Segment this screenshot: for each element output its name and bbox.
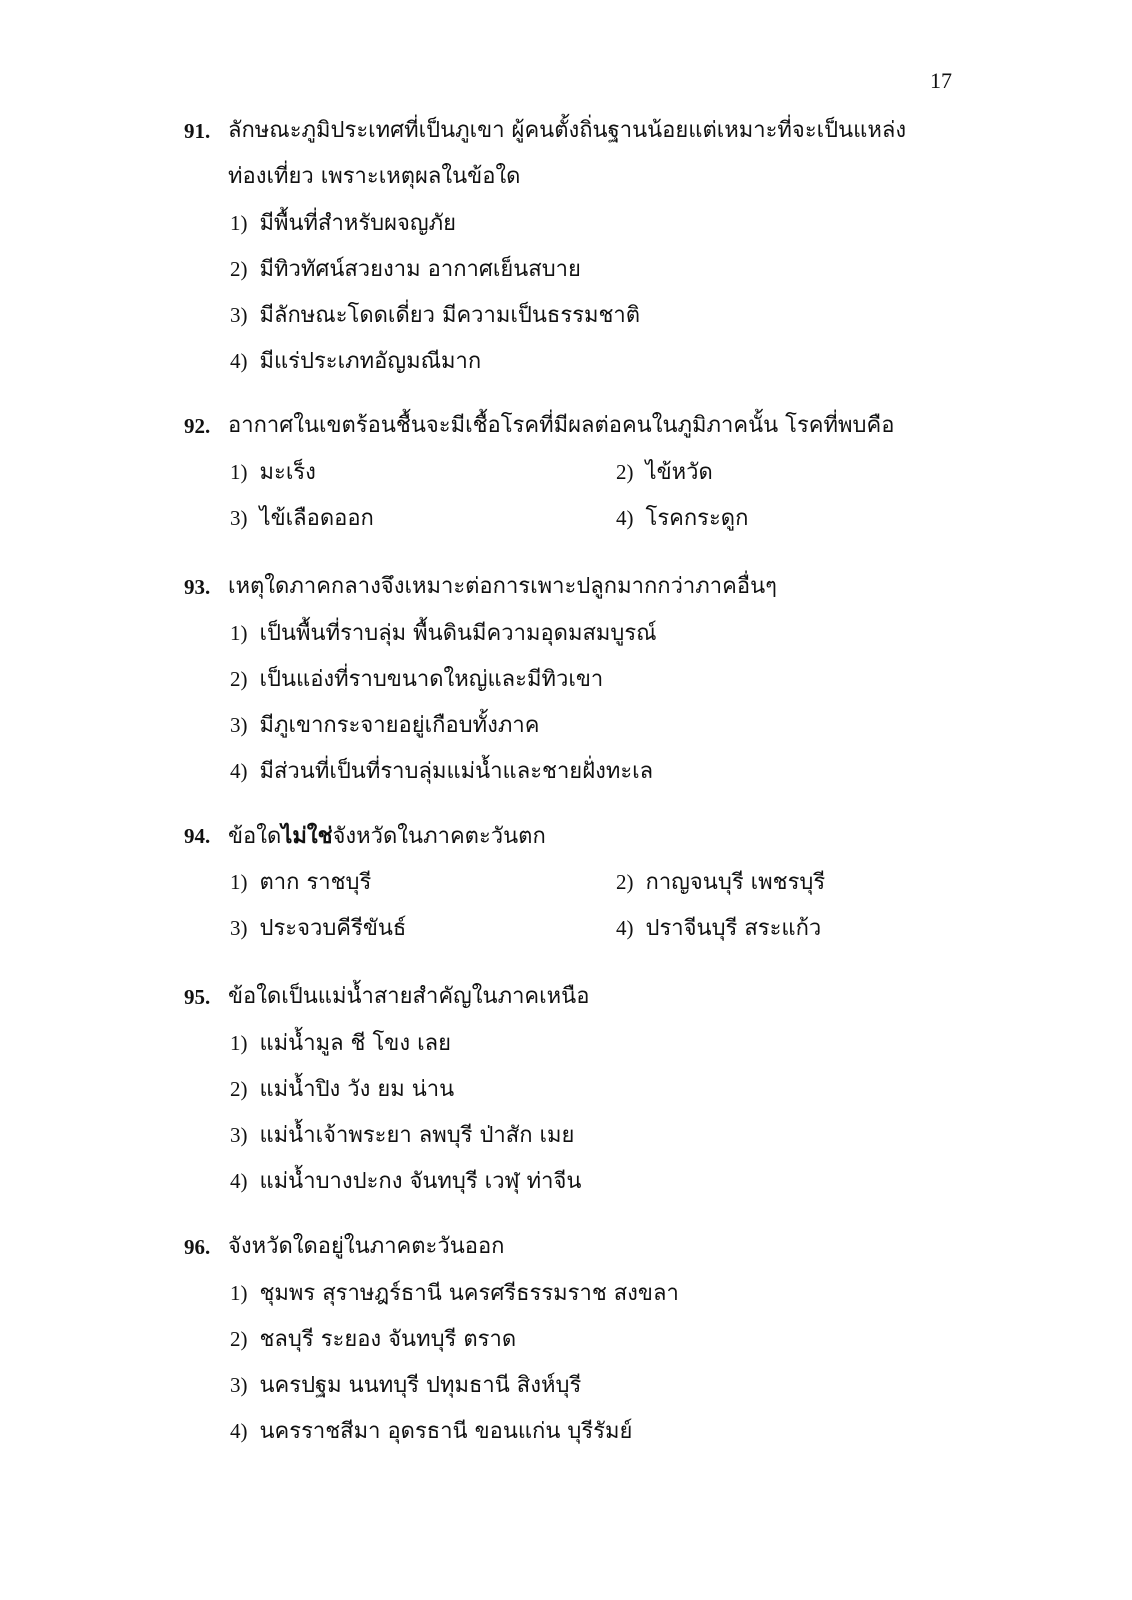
question-stem-row [184,403,944,449]
answer-option [184,1362,944,1408]
question-92 [184,403,944,541]
answer-option [184,1408,944,1454]
option-text: ไข้หวัด [645,460,713,485]
option-text: มีแร่ประเภทอัญมณีมาก [259,349,482,374]
answer-option [184,1270,944,1316]
option-text: ชุมพร สุราษฎร์ธานี นครศรีธรรมราช สงขลา [259,1281,679,1306]
option-number: 4) [616,916,634,940]
answer-option [184,1066,944,1112]
option-number: 1) [230,1281,248,1305]
option-text: มะเร็ง [259,460,316,485]
option-number: 1) [230,1031,248,1055]
answer-option [184,246,944,292]
option-number: 2) [616,460,634,484]
question-stem: ข้อใดเป็นแม่น้ำสายสำคัญในภาคเหนือ [228,984,590,1009]
option-text: ตาก ราชบุรี [259,870,372,895]
option-text: แม่น้ำเจ้าพระยา ลพบุรี ป่าสัก เมย [259,1123,575,1148]
question-stem: จังหวัดใดอยู่ในภาคตะวันออก [228,1234,505,1259]
question-96 [184,1224,944,1454]
question-91 [184,108,944,384]
answer-option [184,1158,944,1204]
option-text: แม่น้ำบางปะกง จันทบุรี เวฬุ ท่าจีน [259,1169,582,1194]
question-stem: ข้อใดไม่ใช่จังหวัดในภาคตะวันตก [228,823,546,849]
option-text: มีภูเขากระจายอยู่เกือบทั้งภาค [259,713,540,738]
question-number: 92. [184,414,211,438]
answer-option [184,1020,944,1066]
question-stem: ลักษณะภูมิประเทศที่เป็นภูเขา ผู้คนตั้งถิ่นฐานน้อยแต่เหมาะที่จะเป็นแหล่ง [228,118,907,143]
answer-option [184,748,944,794]
question-stem: เหตุใดภาคกลางจึงเหมาะต่อการเพาะปลูกมากกว่าภาคอื่นๆ [228,574,777,599]
option-number: 4) [616,506,634,530]
option-number: 3) [230,1373,248,1397]
question-number: 91. [184,119,211,143]
option-number: 4) [230,759,248,783]
option-number: 3) [230,303,248,327]
option-text: มีทิวทัศน์สวยงาม อากาศเย็นสบาย [259,257,581,282]
question-stem-continued: ท่องเที่ยว เพราะเหตุผลในข้อใด [228,164,521,189]
emphasis-not: ไม่ใช่ [281,823,333,849]
option-number: 2) [230,257,248,281]
question-stem-row [184,1224,944,1270]
answer-option-row [184,859,944,905]
option-text: มีส่วนที่เป็นที่ราบลุ่มแม่น้ำและชายฝั่งทะเล [259,759,654,784]
page-number: 17 [930,68,952,93]
option-number: 2) [230,667,248,691]
answer-option-row [184,905,944,951]
answer-option-row [184,495,944,541]
option-number: 4) [230,1419,248,1443]
option-number: 3) [230,713,248,737]
answer-option [184,338,944,384]
option-number: 4) [230,349,248,373]
option-number: 2) [230,1077,248,1101]
answer-option [184,292,944,338]
answer-option [184,1316,944,1362]
option-number: 3) [230,1123,248,1147]
question-stem-row [184,813,944,859]
question-stem: อากาศในเขตร้อนชื้นจะมีเชื้อโรคที่มีผลต่อคนในภูมิภาคนั้น โรคที่พบคือ [228,413,895,438]
option-text: นครปฐม นนทบุรี ปทุมธานี สิงห์บุรี [259,1373,582,1398]
question-stem-row [184,154,944,200]
question-stem-row [184,108,944,154]
option-text: นครราชสีมา อุดรธานี ขอนแก่น บุรีรัมย์ [259,1419,633,1444]
option-number: 1) [230,211,248,235]
option-text: แม่น้ำมูล ชี โขง เลย [259,1031,451,1056]
option-number: 1) [230,621,248,645]
option-number: 2) [616,870,634,894]
answer-option [184,200,944,246]
option-number: 4) [230,1169,248,1193]
option-text: มีลักษณะโดดเดี่ยว มีความเป็นธรรมชาติ [259,303,641,328]
answer-option-row [184,449,944,495]
option-text: กาญจนบุรี เพชรบุรี [645,870,826,895]
answer-option [184,702,944,748]
question-93 [184,564,944,794]
option-text: ปราจีนบุรี สระแก้ว [645,916,822,941]
question-number: 93. [184,575,211,599]
question-number: 95. [184,985,211,1009]
option-text: เป็นพื้นที่ราบลุ่ม พื้นดินมีความอุดมสมบูรณ์ [259,621,657,646]
answer-option [184,610,944,656]
option-text: ประจวบคีรีขันธ์ [259,916,407,941]
question-94 [184,813,944,951]
question-number: 96. [184,1235,211,1259]
option-number: 2) [230,1327,248,1351]
option-text: โรคกระดูก [645,506,749,531]
question-95 [184,974,944,1204]
option-text: เป็นแอ่งที่ราบขนาดใหญ่และมีทิวเขา [259,667,604,692]
option-number: 1) [230,870,248,894]
question-number: 94. [184,824,211,848]
option-text: ชลบุรี ระยอง จันทบุรี ตราด [259,1327,517,1352]
option-text: มีพื้นที่สำหรับผจญภัย [259,211,457,236]
question-stem-row [184,974,944,1020]
option-number: 3) [230,506,248,530]
answer-option [184,1112,944,1158]
option-number: 3) [230,916,248,940]
answer-option [184,656,944,702]
option-text: ไข้เลือดออก [259,506,374,531]
option-text: แม่น้ำปิง วัง ยม น่าน [259,1077,455,1102]
option-number: 1) [230,460,248,484]
question-stem-row [184,564,944,610]
